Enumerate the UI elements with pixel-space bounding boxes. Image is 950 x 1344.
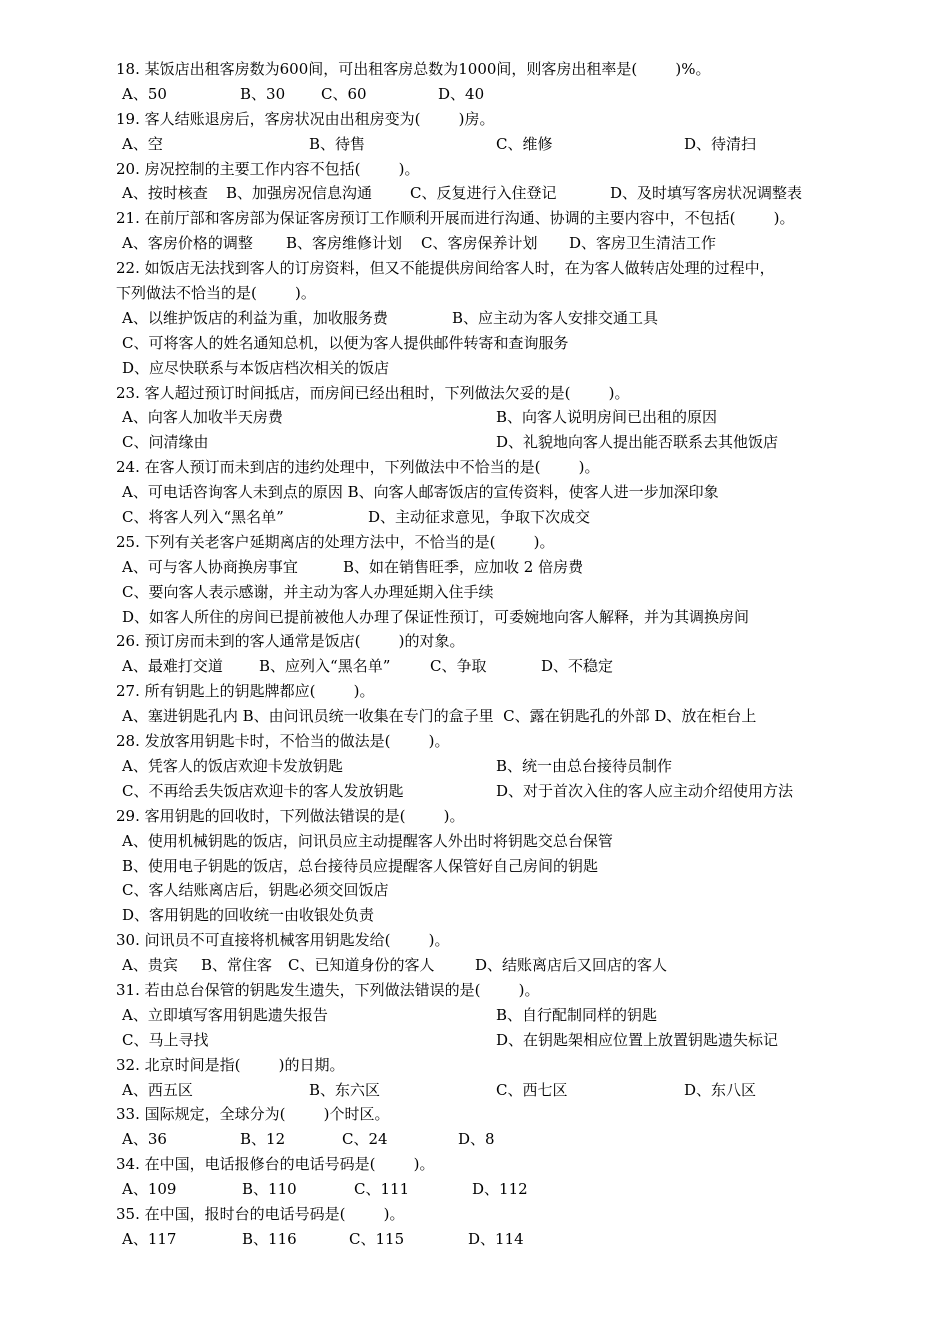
answer-option: A、109 xyxy=(122,1180,177,1199)
answer-option: C、111 xyxy=(354,1180,410,1199)
answer-option: C、可将客人的姓名通知总机，以便为客人提供邮件转寄和查询服务 xyxy=(122,333,569,352)
answer-option: B、116 xyxy=(242,1229,297,1248)
answer-options xyxy=(0,231,950,256)
answer-options xyxy=(0,405,950,430)
answer-option: C、不再给丢失饭店欢迎卡的客人发放钥匙 xyxy=(122,781,404,800)
answer-options xyxy=(0,829,950,854)
question-text: 25. 下列有关老客户延期离店的处理方法中，不恰当的是( )。 xyxy=(116,532,555,551)
answer-option: D、8 xyxy=(458,1130,495,1149)
question-text: 27. 所有钥匙上的钥匙牌都应( )。 xyxy=(116,682,375,701)
answer-option: D、应尽快联系与本饭店档次相关的饭店 xyxy=(122,358,390,377)
answer-option: A、36 xyxy=(122,1130,167,1149)
answer-option: B、待售 xyxy=(309,134,366,153)
answer-option: C、客房保养计划 xyxy=(421,234,538,253)
answer-options xyxy=(0,1127,950,1152)
question-text: 31. 若由总台保管的钥匙发生遗失，下列做法错误的是( )。 xyxy=(116,980,540,999)
answer-option: B、应列入“黑名单” xyxy=(259,657,391,676)
answer-option: B、12 xyxy=(240,1130,286,1149)
answer-option: A、117 xyxy=(122,1229,177,1248)
answer-option: C、客人结账离店后，钥匙必须交回饭店 xyxy=(122,881,389,900)
answer-option: C、要向客人表示感谢，并主动为客人办理延期入住手续 xyxy=(122,582,494,601)
answer-options xyxy=(0,704,950,729)
answer-option: B、客房维修计划 xyxy=(286,234,403,253)
answer-option: B、常住客 xyxy=(201,956,273,975)
answer-option: D、40 xyxy=(438,84,485,103)
answer-option: A、可与客人协商换房事宜 xyxy=(122,557,298,576)
answer-options xyxy=(0,1177,950,1202)
question-text: 22. 如饭店无法找到客人的订房资料，但又不能提供房间给客人时，在为客人做转店处理的过程中， xyxy=(116,259,775,278)
answer-option: D、及时填写客房状况调整表 xyxy=(610,184,803,203)
answer-options xyxy=(0,430,950,455)
question-text: 20. 房况控制的主要工作内容不包括( )。 xyxy=(116,159,420,178)
answer-options xyxy=(0,306,950,331)
answer-option: B、如在销售旺季，应加收 2 倍房费 xyxy=(343,557,584,576)
question-text: 24. 在客人预订而未到店的违约处理中，下列做法中不恰当的是( )。 xyxy=(116,458,600,477)
answer-option: A、空 xyxy=(122,134,163,153)
answer-option: B、使用电子钥匙的饭店，总台接待员应提醒客人保管好自己房间的钥匙 xyxy=(122,856,599,875)
question-text: 34. 在中国，电话报修台的电话号码是( )。 xyxy=(116,1155,435,1174)
answer-options xyxy=(0,1227,950,1252)
answer-option: D、114 xyxy=(468,1229,524,1248)
answer-options xyxy=(0,903,950,928)
answer-option: D、客用钥匙的回收统一由收银处负责 xyxy=(122,906,375,925)
answer-option: B、110 xyxy=(242,1180,297,1199)
question-text: 30. 问讯员不可直接将机械客用钥匙发给( )。 xyxy=(116,931,450,950)
answer-options xyxy=(0,132,950,157)
question-text: 19. 客人结账退房后，客房状况由出租房变为( )房。 xyxy=(116,109,495,128)
answer-options xyxy=(0,854,950,879)
answer-options xyxy=(0,654,950,679)
answer-option: C、24 xyxy=(342,1130,388,1149)
answer-option: C、已知道身份的客人 xyxy=(288,956,435,975)
answer-option: A、按时核查 xyxy=(122,184,208,203)
answer-option: D、在钥匙架相应位置上放置钥匙遗失标记 xyxy=(496,1030,779,1049)
answer-option: B、加强房况信息沟通 xyxy=(226,184,373,203)
answer-option: C、西七区 xyxy=(496,1080,568,1099)
answer-option: D、不稳定 xyxy=(541,657,614,676)
answer-option: A、50 xyxy=(122,84,167,103)
answer-option: A、立即填写客用钥匙遗失报告 xyxy=(122,1005,328,1024)
answer-option: A、向客人加收半天房费 xyxy=(122,408,283,427)
answer-options xyxy=(0,878,950,903)
answer-options xyxy=(0,356,950,381)
answer-options xyxy=(0,480,950,505)
answer-options xyxy=(0,1078,950,1103)
answer-option: D、待清扫 xyxy=(684,134,757,153)
answer-option: A、客房价格的调整 xyxy=(122,234,253,253)
question-text: 26. 预订房而未到的客人通常是饭店( )的对象。 xyxy=(116,632,465,651)
answer-options xyxy=(0,1003,950,1028)
question-text: 35. 在中国，报时台的电话号码是( )。 xyxy=(116,1204,405,1223)
question-text: 23. 客人超过预订时间抵店，而房间已经出租时，下列做法欠妥的是( )。 xyxy=(116,383,630,402)
answer-options xyxy=(0,779,950,804)
answer-option: B、自行配制同样的钥匙 xyxy=(496,1005,658,1024)
answer-option: D、礼貌地向客人提出能否联系去其他饭店 xyxy=(496,433,779,452)
question-text: 28. 发放客用钥匙卡时，不恰当的做法是( )。 xyxy=(116,732,450,751)
answer-option: B、东六区 xyxy=(309,1080,381,1099)
answer-option: A、以维护饭店的利益为重，加收服务费 xyxy=(122,308,388,327)
question-text: 21. 在前厅部和客房部为保证客房预订工作顺利开展而进行沟通、协调的主要内容中，不包括( )。 xyxy=(116,209,795,228)
answer-options xyxy=(0,580,950,605)
answer-option: C、115 xyxy=(349,1229,405,1248)
answer-options xyxy=(0,505,950,530)
answer-option: C、争取 xyxy=(430,657,487,676)
answer-option: C、反复进行入住登记 xyxy=(410,184,557,203)
answer-option: A、最难打交道 xyxy=(122,657,223,676)
answer-option: D、112 xyxy=(472,1180,528,1199)
answer-option: C、马上寻找 xyxy=(122,1030,209,1049)
answer-options xyxy=(0,555,950,580)
answer-option: B、向客人说明房间已出租的原因 xyxy=(496,408,718,427)
answer-option: D、对于首次入住的客人应主动介绍使用方法 xyxy=(496,781,794,800)
answer-option: D、东八区 xyxy=(684,1080,757,1099)
answer-option: D、结账离店后又回店的客人 xyxy=(475,956,668,975)
answer-options xyxy=(0,82,950,107)
answer-option: B、统一由总台接待员制作 xyxy=(496,756,673,775)
answer-option: A、使用机械钥匙的饭店，问讯员应主动提醒客人外出时将钥匙交总台保管 xyxy=(122,831,613,850)
answer-option: C、60 xyxy=(321,84,367,103)
document-page xyxy=(0,57,950,1252)
answer-option: A、西五区 xyxy=(122,1080,193,1099)
answer-option: C、维修 xyxy=(496,134,553,153)
answer-options xyxy=(0,754,950,779)
question-text: 29. 客用钥匙的回收时，下列做法错误的是( )。 xyxy=(116,806,465,825)
answer-option: C、将客人列入“黑名单” xyxy=(122,508,284,527)
answer-option: D、客房卫生清洁工作 xyxy=(569,234,717,253)
answer-option: A、塞进钥匙孔内 B、由问讯员统一收集在专门的盒子里 C、露在钥匙孔的外部 D、放在柜台上 xyxy=(122,707,757,726)
answer-options xyxy=(0,331,950,356)
answer-option: B、应主动为客人安排交通工具 xyxy=(452,308,659,327)
question-text: 33. 国际规定，全球分为( )个时区。 xyxy=(116,1105,390,1124)
answer-option: B、30 xyxy=(240,84,286,103)
answer-options xyxy=(0,953,950,978)
answer-options xyxy=(0,605,950,630)
question-text: 32. 北京时间是指( )的日期。 xyxy=(116,1055,345,1074)
answer-option: A、贵宾 xyxy=(122,956,178,975)
answer-options xyxy=(0,1028,950,1053)
answer-option: D、如客人所住的房间已提前被他人办理了保证性预订，可委婉地向客人解释，并为其调换房间 xyxy=(122,607,750,626)
answer-option: D、主动征求意见，争取下次成交 xyxy=(368,508,591,527)
answer-option: A、可电话咨询客人未到点的原因 B、向客人邮寄饭店的宣传资料，使客人进一步加深印象 xyxy=(122,483,719,502)
answer-option: C、问清缘由 xyxy=(122,433,209,452)
answer-options xyxy=(0,181,950,206)
answer-option: A、凭客人的饭店欢迎卡发放钥匙 xyxy=(122,756,343,775)
question-text: 下列做法不恰当的是( )。 xyxy=(116,284,316,303)
question-text: 18. 某饭店出租客房数为600间，可出租客房总数为1000间，则客房出租率是( )%。 xyxy=(116,60,711,78)
